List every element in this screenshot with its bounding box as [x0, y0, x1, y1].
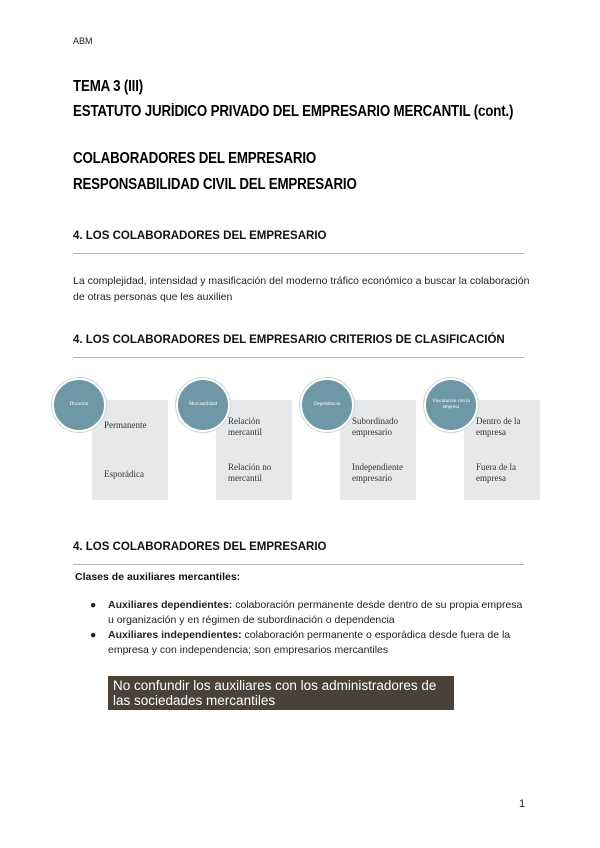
criterion-duracion — [52, 378, 170, 500]
auxiliares-subheading: Clases de auxiliares mercantiles: — [75, 571, 241, 583]
author-initials: ABM — [73, 36, 93, 46]
criterion-circle: Duración — [52, 378, 106, 432]
criterion-option: Relación no mercantil — [228, 462, 272, 483]
section-heading-3: 4. LOS COLABORADORES DEL EMPRESARIO — [73, 541, 327, 553]
criterion-option: Esporádica — [104, 469, 144, 479]
criterion-circle: Vinculación con la empresa — [424, 378, 478, 432]
criterion-option: Fuera de la empresa — [476, 462, 516, 483]
criterion-option: Permanente — [104, 420, 147, 430]
criterion-circle: Dependencia — [300, 378, 354, 432]
list-item — [90, 628, 530, 658]
warning-callout — [108, 676, 454, 710]
section-divider-1 — [73, 253, 524, 254]
criterion-option: Dentro de la empresa — [476, 416, 521, 437]
list-item-text: colaboración permanente desde dentro de su propia empresa u organización y en régimen de subordinación o dependencia — [108, 599, 523, 626]
criterion-option: Relación mercantil — [228, 416, 262, 437]
bullet-icon: ● — [90, 599, 97, 611]
subtopic-title-2: RESPONSABILIDAD CIVIL DEL EMPRESARIO — [73, 176, 357, 193]
list-item-text: colaboración permanente o esporádica desde fuera de la empresa y con independencia; son empresarios mercantiles — [108, 629, 511, 656]
page-number: 1 — [519, 798, 526, 810]
criterion-dependencia — [300, 378, 418, 500]
section-divider-3 — [73, 564, 524, 565]
intro-paragraph: La complejidad, intensidad y masificación del moderno tráfico económico a buscar la colaboración de otras personas que les auxilien — [73, 275, 530, 303]
section-divider-2 — [73, 357, 524, 358]
topic-title: TEMA 3 (III) — [73, 78, 144, 95]
criterion-mercantilidad — [176, 378, 294, 500]
auxiliares-list — [90, 598, 530, 658]
list-item — [90, 598, 530, 628]
section-heading-1: 4. LOS COLABORADORES DEL EMPRESARIO — [73, 230, 327, 242]
criterion-option: Subordinado empresario — [352, 416, 398, 437]
section-heading-2: 4. LOS COLABORADORES DEL EMPRESARIO CRITERIOS DE CLASIFICACIÓN — [73, 334, 505, 346]
classification-diagram — [52, 378, 552, 500]
criterion-circle: Mercantilidad — [176, 378, 230, 432]
topic-subtitle: ESTATUTO JURÍDICO PRIVADO DEL EMPRESARIO MERCANTIL (cont.) — [73, 103, 514, 120]
criterion-option: Independiente empresario — [352, 462, 403, 483]
callout-text: No confundir los auxiliares con los administradores de las sociedades mercantiles — [113, 678, 437, 708]
criterion-vinculacion — [424, 378, 542, 500]
subtopic-title-1: COLABORADORES DEL EMPRESARIO — [73, 150, 317, 167]
bullet-icon: ● — [90, 629, 97, 641]
list-item-term: Auxiliares dependientes: — [108, 599, 233, 611]
list-item-term: Auxiliares independientes: — [108, 629, 242, 641]
